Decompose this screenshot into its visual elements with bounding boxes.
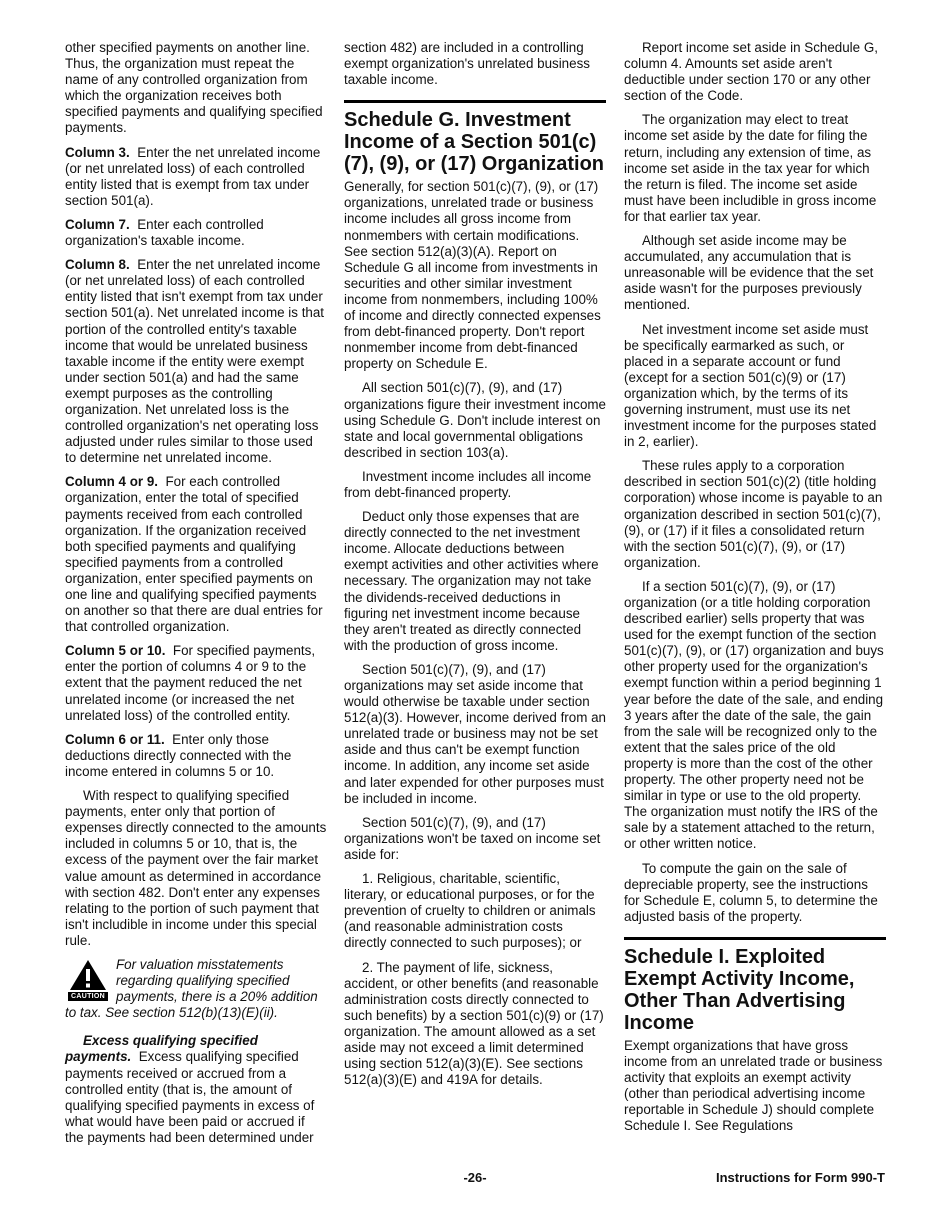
paragraph-r-3: Although set aside income may be accumulated, any accumulation that is unreasonable will be evidence that the set aside wasn't for the purposes previously mentioned. [624,233,874,313]
section-divider [624,937,886,940]
paragraph-intro: other specified payments on another line. Thus, the organization must repeat the name of any controlled organization from which the organization receives both specified payments and qualifying specified payments. [65,40,323,136]
heading-schedule-g: Schedule G. Investment Income of a Section 501(c)(7), (9), or (17) Organization [344,109,605,176]
label-column-5-10: Column 5 or 10. [65,643,166,659]
paragraph-column-4-9 [65,474,327,635]
text-column-4-9: For each controlled organization, enter the total of specified payments received from each controlled organization. If the organization received both specified payments and qualifying specified payments from a controlled organization, enter specified payments on one line and qualifying specified payments on another so that there are dual entries for that controlled organization. [65,474,323,635]
paragraph-g-1: Generally, for section 501(c)(7), (9), or (17) organizations, unrelated trade or business income includes all gross income from nonmembers with certain modifications. See section 512(a)(3)(A). Report on Schedule G all income from investments in securities and other similar investment income from nonmembers, including 100% of income and directly connected expenses from debt-financed property. Don't report nonmember income from debt-financed property on Schedule E. [344,179,601,372]
caution-text: For valuation misstatements regarding qualifying specified payments, there is a 20% addition to tax. See section 512(b)(13)(E)(ii). [65,956,318,1021]
paragraph-g-2: All section 501(c)(7), (9), and (17) organizations figure their investment income using Schedule G. Don't include interest on state and local governmental obligations described in section 103(a). [344,380,606,460]
column-middle [344,40,606,1096]
paragraph-g-5: Section 501(c)(7), (9), and (17) organizations may set aside income that would otherwise be taxable under section 512(a)(3). However, income derived from an unrelated trade or business may not be set aside and thus can't be exempt function income. In addition, any income set aside and later expended for other purposes must be included in income. [344,661,606,806]
paragraph-qualifying-payments: With respect to qualifying specified payments, enter only that portion of expenses directly connected to the amounts included in columns 5 or 10, that is, the excess of the payment over the fair market value amount as determined in accordance with section 482. Don't enter any expenses relating to the portion of such payment that isn't includible in income under this special rule. [65,788,327,948]
warning-triangle-icon [69,959,107,991]
paragraph-column-7 [65,217,327,249]
paragraph-column-3 [65,145,327,209]
label-column-8: Column 8. [65,257,130,273]
column-right [624,40,886,1142]
page-number: -26- [463,1170,487,1185]
label-column-6-11: Column 6 or 11. [65,731,165,747]
text-column-8: Enter the net unrelated income (or net unrelated loss) of each controlled entity listed that isn't exempt from tax under section 501(a). Net unrelated income is that portion of the controlled entity's taxable income that would be unrelated business taxable income if the entity were exempt under section 501(a) and had the same exempt purposes as the controlling organization. Net unrelated loss is the controlled organization's net operating loss adjusted under rules similar to those used to determine net unrelated income. [65,257,325,466]
paragraph-g-4: Deduct only those expenses that are directly connected to the net investment income. Allocate deductions between exempt activities and other activities where necessary. The organization may not take the dividends-received deductions in figuring net investment income because they aren't treated as directly connected with the production of gross income. [344,509,599,653]
label-column-4-9: Column 4 or 9. [65,474,159,490]
caution-icon [65,959,111,1003]
section-divider [344,100,606,103]
paragraph-excess-payments [65,1033,327,1146]
paragraph-column-8 [65,257,327,466]
list-item-2: 2. The payment of life, sickness, accident, or other benefits (and reasonable administration costs directly connected to such benefits) by a section 501(c)(9) or (17) organization. The amount allowed as a set aside may not exceed a limit determined using section 512(a)(3)(E). See sections 512(a)(3)(E) and 419A for details. [344,959,604,1088]
column-left [65,40,327,1154]
form-reference: Instructions for Form 990-T [715,1170,885,1185]
paragraph-column-5-10 [65,643,327,723]
label-excess-payments: Excess qualifying specified payments. [65,1033,258,1065]
text-column-7: Enter each controlled organization's taxable income. [65,216,264,249]
paragraph-g-6: Section 501(c)(7), (9), and (17) organizations won't be taxed on income set aside for: [344,814,601,862]
paragraph-r-6: If a section 501(c)(7), (9), or (17) organization (or a title holding corporation described earlier) sells property that was used for the exempt function of the section 501(c)(7), (9), or (17) organization and buys other property used for the organization's exempt function within a period beginning 1 year before the date of the sale, and ending 3 years after the date of the sale, the gain from the sale will be recognized only to the extent that the sales price of the old property is more than the cost of the other property. The other property need not be similar in type or use to the old property. The organization must notify the IRS of the sale by a statement attached to the return, or other written notice. [624,578,884,852]
text-excess-payments: Excess qualifying specified payments received or accrued from a controlled entity (that is, the amount of qualifying specified payments in excess of what would have been paid or accrued if the payments had been determined under [65,1049,315,1145]
list-item-1: 1. Religious, charitable, scientific, literary, or educational purposes, or for the prevention of cruelty to children or animals (and reasonable administration costs directly connected to such purposes); or [344,871,596,951]
text-column-3: Enter the net unrelated income (or net unrelated loss) of each controlled entity listed that is exempt from tax under section 501(a). [65,144,321,208]
label-column-7: Column 7. [65,216,130,232]
heading-schedule-i: Schedule I. Exploited Exempt Activity Income, Other Than Advertising Income [624,945,855,1034]
paragraph-g-3: Investment income includes all income from debt-financed property. [344,468,592,500]
paragraph-r-4: Net investment income set aside must be specifically earmarked as such, or placed in a separate account or fund (except for a section 501(c)(9) or (17) organization which, by the terms of its governing instrument, must use its net investment income for the purposes stated in 2, earlier). [624,321,877,450]
label-column-3: Column 3. [65,144,130,160]
caution-note [65,957,327,1021]
paragraph-i-1: Exempt organizations that have gross income from an unrelated trade or business activity that exploits an exempt activity (other than periodical advertising income reportable in Schedule J) should complete Schedule I. See Regulations [624,1037,883,1134]
paragraph-r-7: To compute the gain on the sale of depreciable property, see the instructions for Schedule E, column 5, to determine the adjusted basis of the property. [624,860,878,924]
paragraph-r-5: These rules apply to a corporation described in section 501(c)(2) (title holding corporation) whose income is payable to an organization described in section 501(c)(7), (9), or (17) if it files a consolidated return with the section 501(c)(7), (9), or (17) organization. [624,458,883,570]
paragraph-r-2: The organization may elect to treat income set aside by the date for filing the return, including any extension of time, as income set aside in the tax year for which the return is filed. The income set aside must have been includible in gross income for that earlier tax year. [624,112,877,224]
caution-word: CAUTION [68,992,108,1001]
paragraph-column-6-11 [65,732,327,780]
text-column-5-10: For specified payments, enter the portion of columns 4 or 9 to the extent that the payment reduced the net unrelated income (or increased the net unrelated loss) of the controlled entity. [65,643,316,723]
paragraph-r-1: Report income set aside in Schedule G, column 4. Amounts set aside aren't deductible under section 170 or any other section of the Code. [624,40,878,104]
paragraph-continued: section 482) are included in a controlling exempt organization's unrelated business taxable income. [344,40,590,88]
text-column-6-11: Enter only those deductions directly connected with the income entered in columns 5 or 10. [65,731,292,779]
